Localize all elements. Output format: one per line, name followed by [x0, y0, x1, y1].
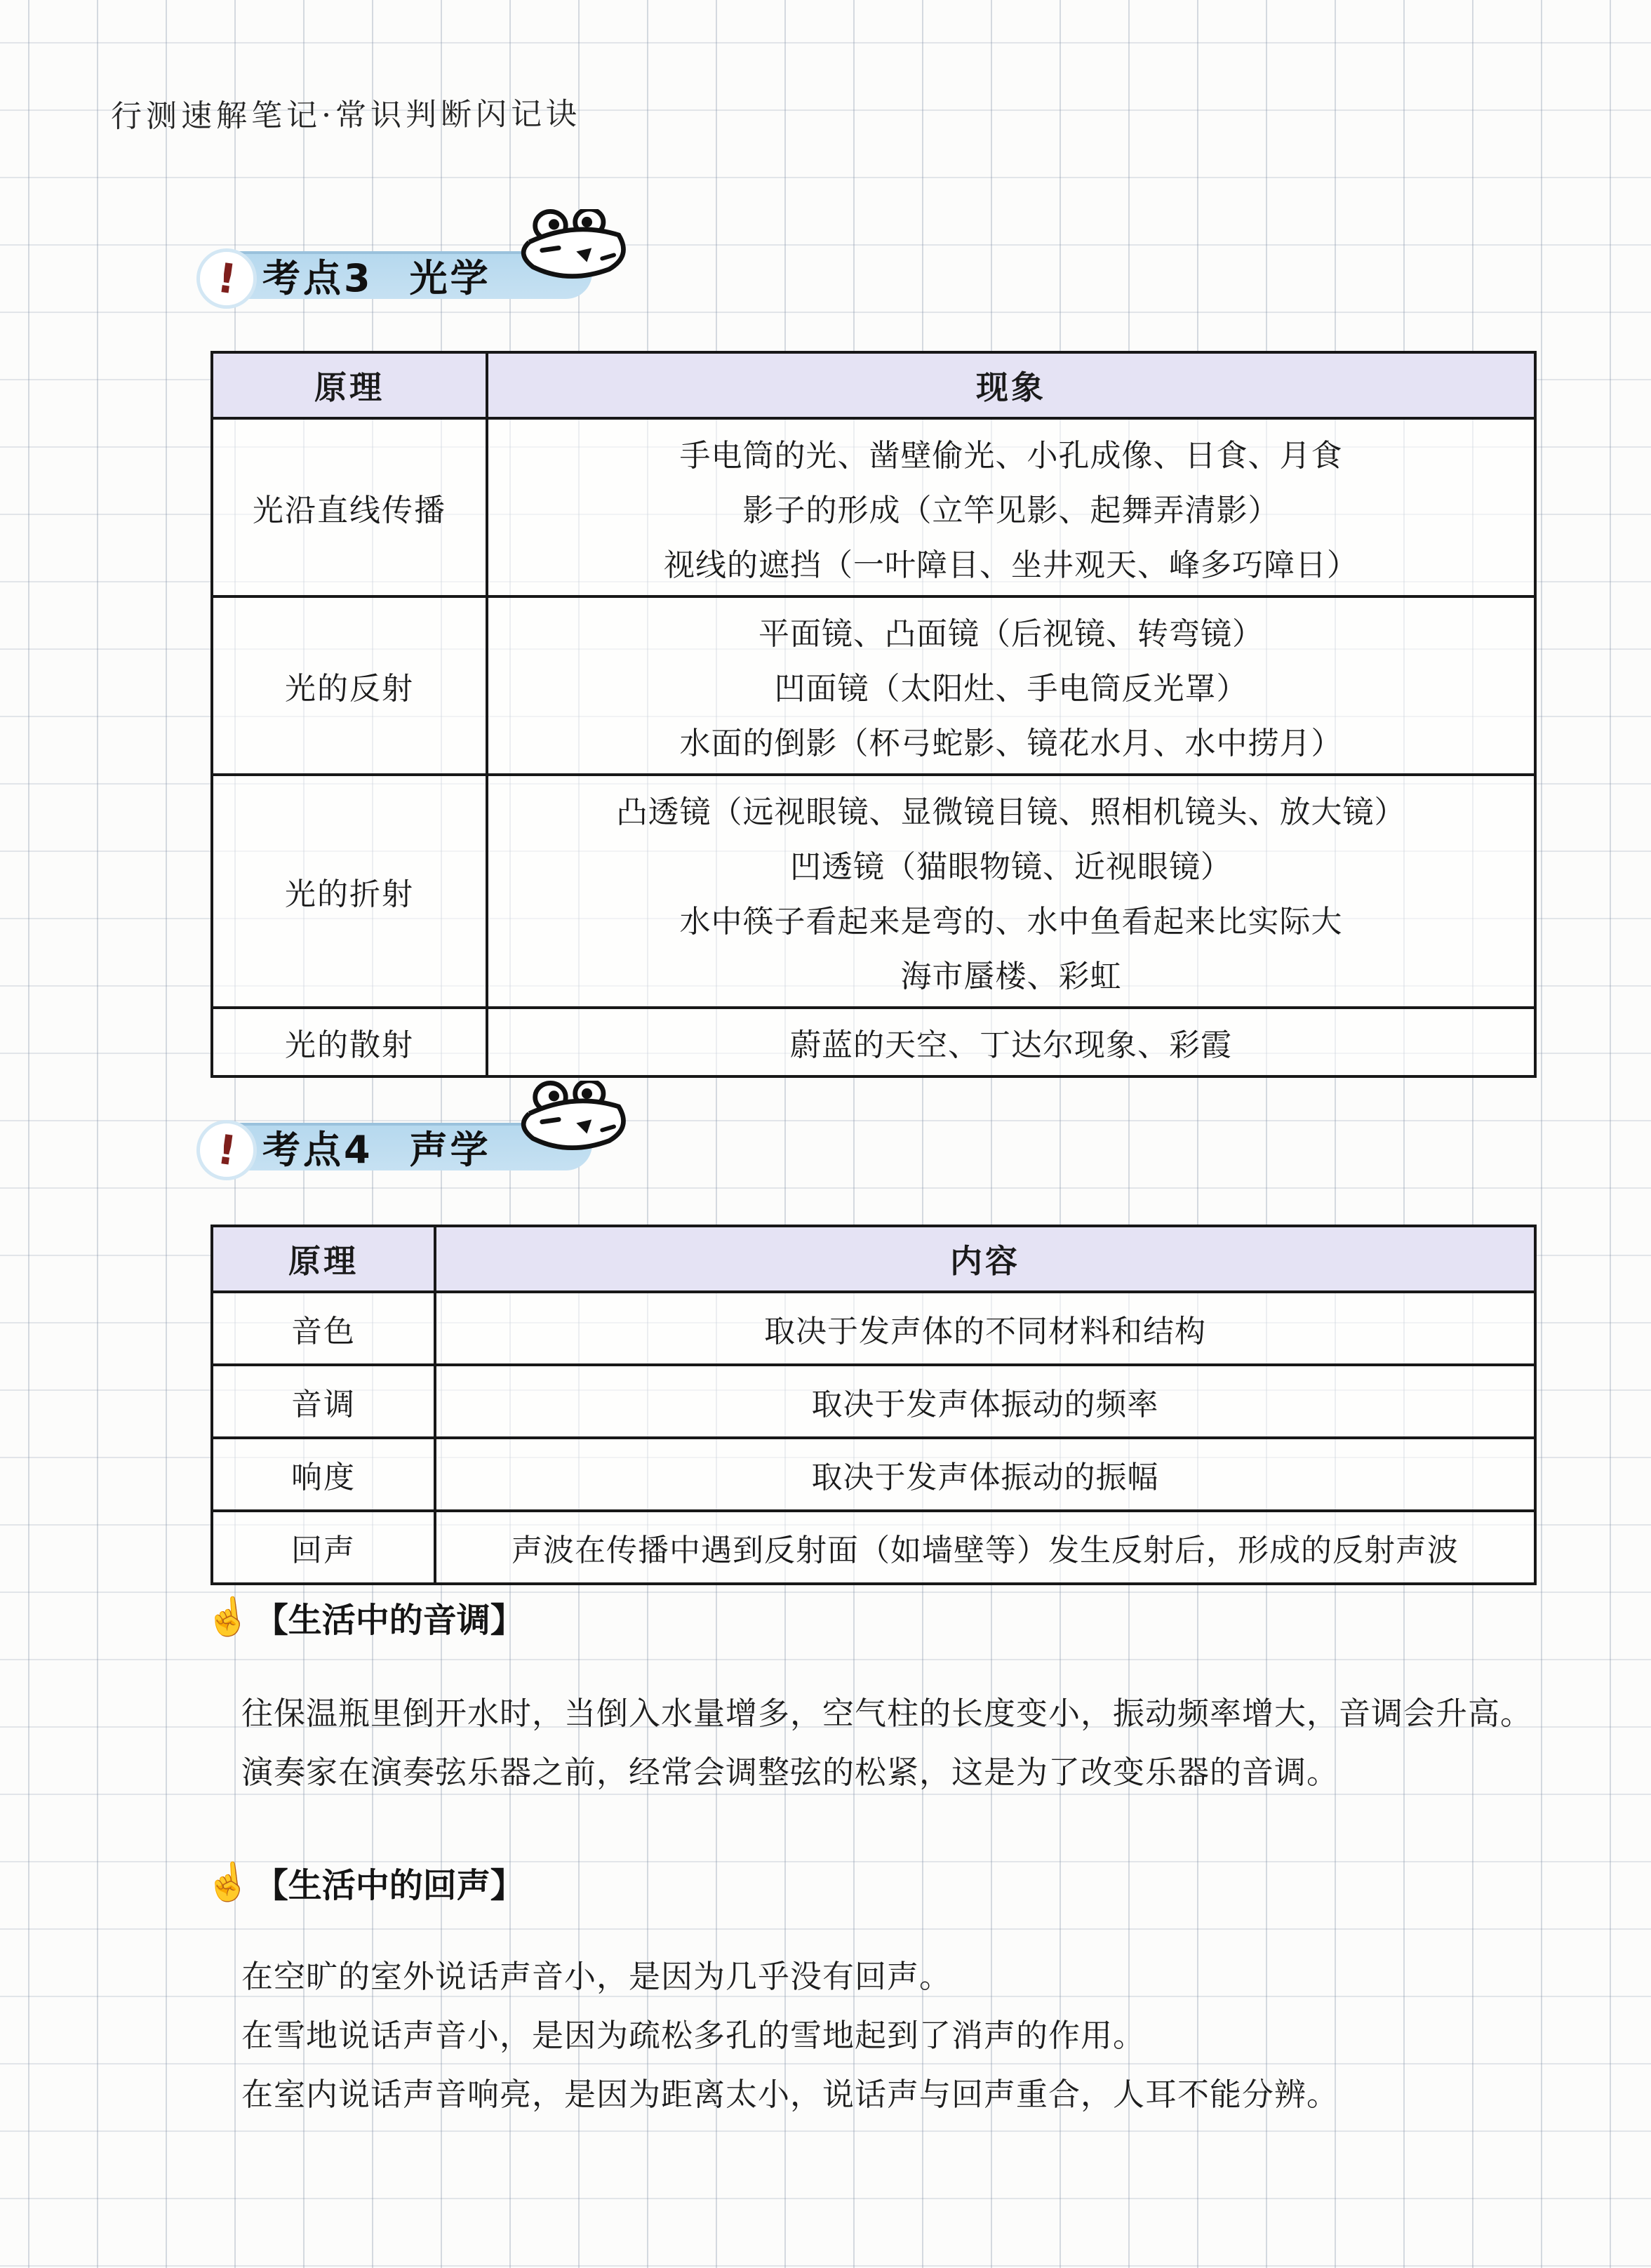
exclamation-icon: !	[196, 248, 257, 309]
frog-doodle-icon	[515, 1081, 633, 1154]
note-heading-text: 【生活中的音调】	[254, 1601, 524, 1640]
note-line: 在空旷的室外说话声音小，是因为几乎没有回声。	[241, 1957, 952, 1995]
content-line: 视线的遮挡（一叶障目、坐井观天、峰多巧障日）	[664, 547, 1358, 583]
table-row	[212, 1008, 1535, 1076]
content-line: 取决于发声体的不同材料和结构	[764, 1314, 1206, 1349]
principle-cell: 光的折射	[212, 775, 487, 1008]
table-row	[212, 1438, 1535, 1511]
column-header-content: 内容	[435, 1226, 1535, 1292]
section-label: 考点3	[262, 255, 373, 300]
acoustics-table	[210, 1225, 1537, 1585]
content-line: 影子的形成（立竿见影、起舞弄清影）	[742, 493, 1280, 528]
heading-pill	[208, 1123, 592, 1175]
content-line: 水中筷子看起来是弯的、水中鱼看起来比实际大	[679, 904, 1343, 940]
principle-cell: 光的反射	[212, 596, 487, 775]
column-header-phenomenon: 现象	[487, 352, 1535, 418]
principle-cell: 音色	[212, 1292, 435, 1365]
table-row	[212, 418, 1535, 596]
content-line: 海市蜃楼、彩虹	[900, 959, 1122, 994]
table-row	[212, 1511, 1535, 1584]
note-heading-pitch	[205, 1593, 524, 1641]
section-label: 考点4	[262, 1127, 373, 1172]
content-line: 凹面镜（太阳灶、手电筒反光罩）	[774, 671, 1248, 707]
column-header-principle: 原理	[212, 1226, 435, 1292]
section-topic: 光学	[409, 255, 491, 300]
note-body-pitch	[241, 1681, 1532, 1799]
note-body-echo	[241, 1944, 1339, 2121]
note-line: 在室内说话声音响亮，是因为距离太小，说话声与回声重合，人耳不能分辨。	[241, 2075, 1339, 2113]
table-row	[212, 1365, 1535, 1438]
principle-cell: 回声	[212, 1511, 435, 1584]
pointing-hand-icon: ☝	[203, 1594, 253, 1641]
content-cell	[435, 1438, 1535, 1511]
note-line: 在雪地说话声音小，是因为疏松多孔的雪地起到了消声的作用。	[241, 2016, 1146, 2054]
note-line: 往保温瓶里倒开水时，当倒入水量增多，空气柱的长度变小，振动频率增大，音调会升高。	[241, 1694, 1533, 1732]
heading-pill	[208, 251, 592, 304]
column-header-principle: 原理	[212, 352, 487, 418]
content-cell	[435, 1292, 1535, 1365]
principle-cell: 音调	[212, 1365, 435, 1438]
page-title: 行测速解笔记·常识判断闪记诀	[110, 96, 582, 135]
section-heading-optics	[208, 251, 592, 304]
table-row	[212, 775, 1535, 1008]
table-header-row	[212, 352, 1535, 418]
principle-cell: 光沿直线传播	[212, 418, 487, 596]
note-heading-text: 【生活中的回声】	[254, 1866, 524, 1905]
section-heading-acoustics	[208, 1123, 592, 1175]
section-topic: 声学	[409, 1127, 491, 1172]
content-line: 取决于发声体振动的频率	[811, 1387, 1159, 1422]
content-cell	[435, 1511, 1535, 1584]
exclamation-icon: !	[196, 1120, 257, 1180]
table-row	[212, 596, 1535, 775]
content-line: 声波在传播中遇到反射面（如墙壁等）发生反射后，形成的反射声波	[512, 1533, 1459, 1568]
content-line: 手电筒的光、凿壁偷光、小孔成像、日食、月食	[679, 438, 1343, 474]
optics-table	[210, 351, 1537, 1078]
content-line: 取决于发声体振动的振幅	[811, 1460, 1159, 1495]
content-cell	[487, 596, 1535, 775]
content-cell	[487, 1008, 1535, 1076]
table-row	[212, 1292, 1535, 1365]
pointing-hand-icon: ☝	[203, 1859, 253, 1907]
note-heading-echo	[205, 1858, 524, 1907]
principle-cell: 光的散射	[212, 1008, 487, 1076]
content-line: 平面镜、凸面镜（后视镜、转弯镜）	[758, 616, 1264, 652]
table-header-row	[212, 1226, 1535, 1292]
frog-doodle-icon	[515, 209, 633, 282]
content-cell	[487, 418, 1535, 596]
content-cell	[487, 775, 1535, 1008]
principle-cell: 响度	[212, 1438, 435, 1511]
content-line: 蔚蓝的天空、丁达尔现象、彩霞	[790, 1027, 1232, 1063]
note-line: 演奏家在演奏弦乐器之前，经常会调整弦的松紧，这是为了改变乐器的音调。	[241, 1753, 1339, 1791]
content-line: 凹透镜（猫眼物镜、近视眼镜）	[790, 849, 1232, 885]
content-line: 凸透镜（远视眼镜、显微镜目镜、照相机镜头、放大镜）	[616, 794, 1406, 830]
content-cell	[435, 1365, 1535, 1438]
content-line: 水面的倒影（杯弓蛇影、镜花水月、水中捞月）	[679, 726, 1343, 761]
